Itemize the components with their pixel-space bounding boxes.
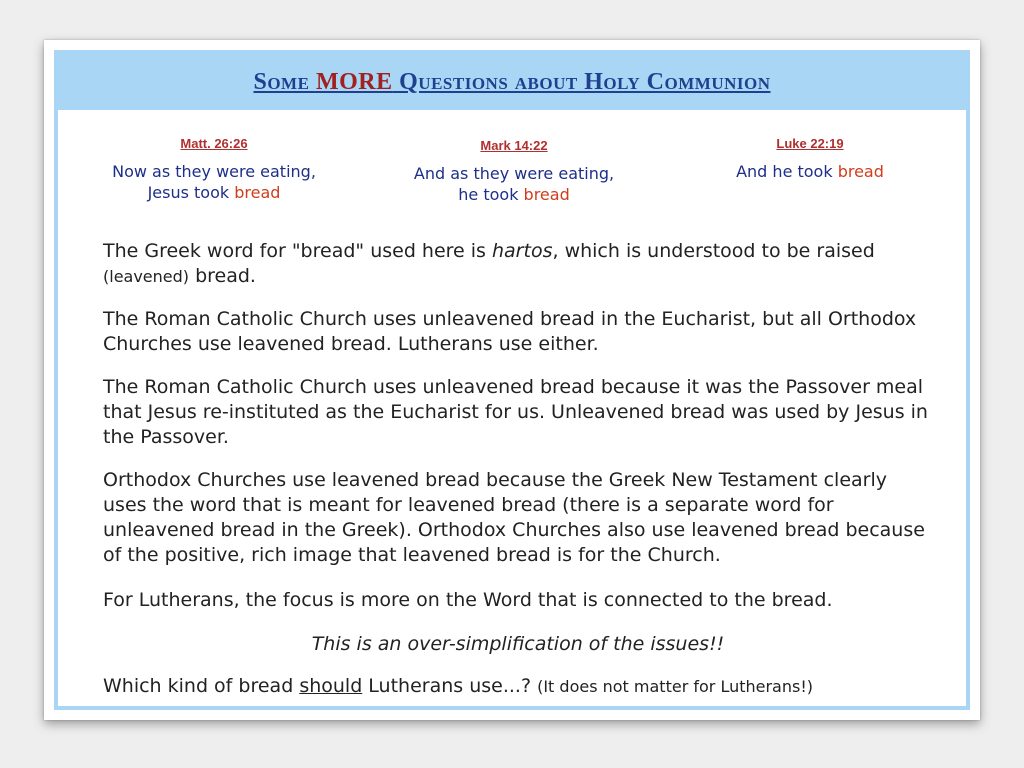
paragraph-lutherans — [103, 588, 933, 613]
underlined-word: should — [299, 675, 363, 697]
verse-line: Jesus took — [147, 183, 235, 202]
verse-line: Now as they were eating, — [112, 162, 316, 181]
verse-text — [384, 163, 644, 205]
verse-highlight: bread — [837, 162, 884, 181]
text: This is an over-simplification of the issues!! — [311, 633, 725, 655]
text-small: (leavened) — [103, 267, 190, 286]
paragraph-catholic-orthodox — [103, 307, 933, 357]
slide-title — [253, 69, 770, 96]
text: Lutherans use...? — [362, 675, 538, 697]
title-emphasis: MORE — [315, 69, 393, 95]
verse-line: And he took — [736, 162, 838, 181]
text: The Greek word for "bread" used here is — [103, 240, 492, 262]
verse-text — [680, 161, 940, 182]
verse-highlight: bread — [523, 185, 570, 204]
paragraph-catholic-reason — [103, 375, 933, 450]
title-prefix: Some — [253, 69, 316, 95]
text: Which kind of bread — [103, 675, 300, 697]
verse-line: And as they were eating, — [413, 164, 615, 183]
slide — [54, 50, 970, 710]
answer-text: (It does not matter for Lutherans!) — [537, 677, 813, 696]
paragraph-greek-word — [103, 239, 933, 289]
verse-highlight: bread — [234, 183, 281, 202]
reference-label: Mark 14:22 — [480, 138, 548, 153]
text: , which is understood to be raised — [552, 240, 875, 262]
question-line — [103, 674, 933, 699]
reference-label: Luke 22:19 — [776, 136, 844, 151]
verse-text — [84, 161, 344, 203]
italic-word: hartos — [492, 240, 553, 262]
text: Orthodox Churches use leavened bread because the Greek New Testament clearly uses the word that is meant for leavened bread (there is a separate word for unleavened bread in the Greek). Orthodox Churches also use leavened bread because of the positive, rich image that leavened bread is for the Church. — [103, 469, 925, 566]
reference-luke — [680, 136, 940, 182]
text: The Roman Catholic Church uses unleavened bread in the Eucharist, but all Orthodox Churches use leavened bread. Lutherans use either. — [103, 308, 917, 355]
text: bread. — [189, 265, 256, 287]
text: The Roman Catholic Church uses unleavened bread because it was the Passover meal that Jesus re-instituted as the Eucharist for us. Unleavened bread was used by Jesus in the Passover. — [103, 376, 928, 448]
title-suffix: Questions about Holy Communion — [392, 69, 771, 95]
verse-line: he took — [458, 185, 524, 204]
simplification-note — [103, 632, 933, 657]
text: For Lutherans, the focus is more on the Word that is connected to the bread. — [103, 589, 833, 611]
paragraph-orthodox-reason — [103, 468, 933, 568]
reference-mark — [384, 138, 644, 205]
reference-label: Matt. 26:26 — [180, 136, 248, 151]
reference-matthew — [84, 136, 344, 203]
title-bar — [58, 54, 966, 110]
